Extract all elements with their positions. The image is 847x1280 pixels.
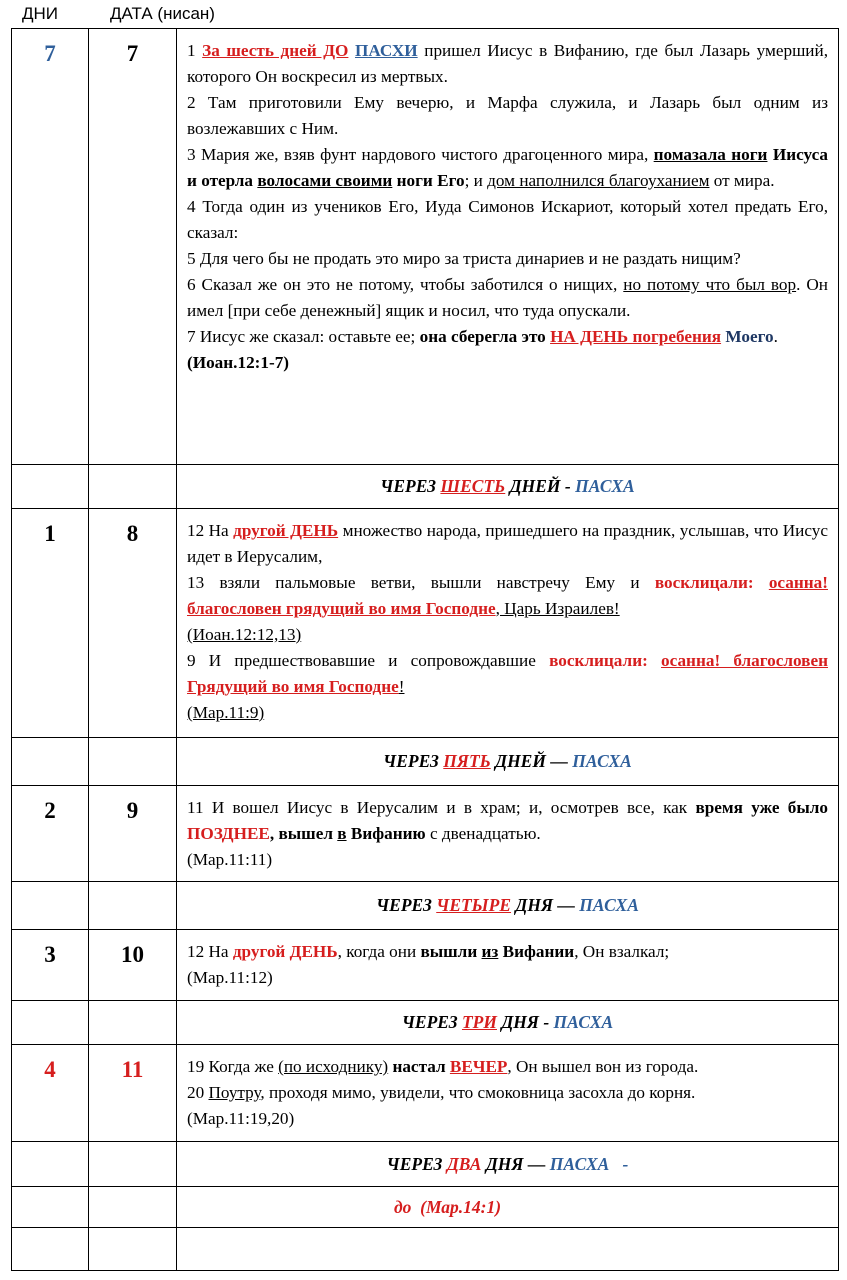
- verse-cell: [177, 930, 839, 1001]
- separator-text: ЧЕРЕЗ ШЕСТЬ ДНЕЙ - ПАСХА: [177, 465, 839, 509]
- reference: (Мар.11:19,20): [187, 1109, 295, 1128]
- separator-text: ЧЕРЕЗ ЧЕТЫРЕ ДНЯ — ПАСХА: [177, 882, 839, 930]
- separator-text: ЧЕРЕЗ ТРИ ДНЯ - ПАСХА: [177, 1001, 839, 1045]
- reference: (Мар.11:9): [187, 703, 265, 722]
- date-cell: 11: [89, 1045, 177, 1142]
- table-row: [12, 1045, 839, 1142]
- empty-row: [12, 1228, 839, 1271]
- table-row: [12, 509, 839, 738]
- verse: 12 На другой ДЕНЬ множество народа, пришедшего на праздник, услышав, что Иисус идет в Иерусалим,: [187, 521, 829, 566]
- verse: 13 взяли пальмовые ветви, вышли навстречу Ему и восклицали: осанна! благословен грядущий во имя Господне, Царь Израилев!: [187, 573, 828, 618]
- date-cell: 8: [89, 509, 177, 738]
- day-cell: 3: [12, 930, 89, 1001]
- table-row: [12, 786, 839, 882]
- day-cell: 4: [12, 1045, 89, 1142]
- separator-row: [12, 465, 839, 509]
- date-cell: 9: [89, 786, 177, 882]
- table-row: [12, 29, 839, 465]
- header-days: ДНИ: [22, 4, 59, 23]
- separator-row: [12, 1187, 839, 1228]
- reference: (Иоан.12:12,13): [187, 625, 302, 644]
- verse: 11 И вошел Иисус в Иерусалим и в храм; и, осмотрев все, как время уже было ПОЗДНЕЕ, вышел в Вифанию с двенадцатью.: [187, 798, 828, 843]
- separator-row: [12, 1142, 839, 1187]
- verse: 6 Сказал же он это не потому, чтобы заботился о нищих, но потому что был вор. Он имел [при себе денежный] ящик и носил, что туда опускали.: [187, 275, 828, 320]
- verse: 7 Иисус же сказал: оставьте ее; она сберегла это НА ДЕНЬ погребения Моего.: [187, 327, 778, 346]
- reference: (Мар.11:11): [187, 850, 273, 869]
- separator-row: [12, 882, 839, 930]
- verse: 9 И предшествовавшие и сопровождавшие восклицали: осанна! благословен Грядущий во имя Господне!: [187, 651, 828, 696]
- verse: 4 Тогда один из учеников Его, Иуда Симонов Искариот, который хотел предать Его, сказал:: [187, 197, 828, 242]
- table-row: [12, 930, 839, 1001]
- day-cell: 2: [12, 786, 89, 882]
- date-cell: 10: [89, 930, 177, 1001]
- reference-note: до (Мар.14:1): [177, 1187, 839, 1228]
- day-cell: 1: [12, 509, 89, 738]
- separator-row: [12, 738, 839, 786]
- separator-text: ЧЕРЕЗ ПЯТЬ ДНЕЙ — ПАСХА: [177, 738, 839, 786]
- date-cell: 7: [89, 29, 177, 465]
- schedule-table: [11, 28, 839, 1271]
- day-cell: 7: [12, 29, 89, 465]
- verse: 3 Мария же, взяв фунт нардового чистого драгоценного мира, помазала ноги Иисуса и отерла волосами своими ноги Его; и дом наполнился благоуханием от мира.: [187, 145, 828, 190]
- verse: 2 Там приготовили Ему вечерю, и Марфа служила, и Лазарь был одним из возлежавших с Ним.: [187, 93, 828, 138]
- verse: 19 Когда же (по исходнику) настал ВЕЧЕР, Он вышел вон из города.: [187, 1057, 699, 1076]
- verse-cell: [177, 29, 839, 465]
- verse: 5 Для чего бы не продать это миро за триста динариев и не раздать нищим?: [187, 249, 741, 268]
- header-date: ДАТА (нисан): [110, 4, 215, 23]
- reference: (Иоан.12:1-7): [187, 353, 290, 372]
- verse-cell: [177, 786, 839, 882]
- verse-cell: [177, 509, 839, 738]
- verse-cell: [177, 1045, 839, 1142]
- separator-text: ЧЕРЕЗ ДВА ДНЯ — ПАСХА -: [177, 1142, 839, 1187]
- reference: (Мар.11:12): [187, 968, 273, 987]
- verse: 1 За шесть дней ДО ПАСХИ пришел Иисус в Вифанию, где был Лазарь умерший, которого Он воскресил из мертвых.: [187, 41, 828, 86]
- verse: 20 Поутру, проходя мимо, увидели, что смоковница засохла до корня.: [187, 1083, 696, 1102]
- verse: 12 На другой ДЕНЬ, когда они вышли из Вифании, Он взалкал;: [187, 942, 670, 961]
- separator-row: [12, 1001, 839, 1045]
